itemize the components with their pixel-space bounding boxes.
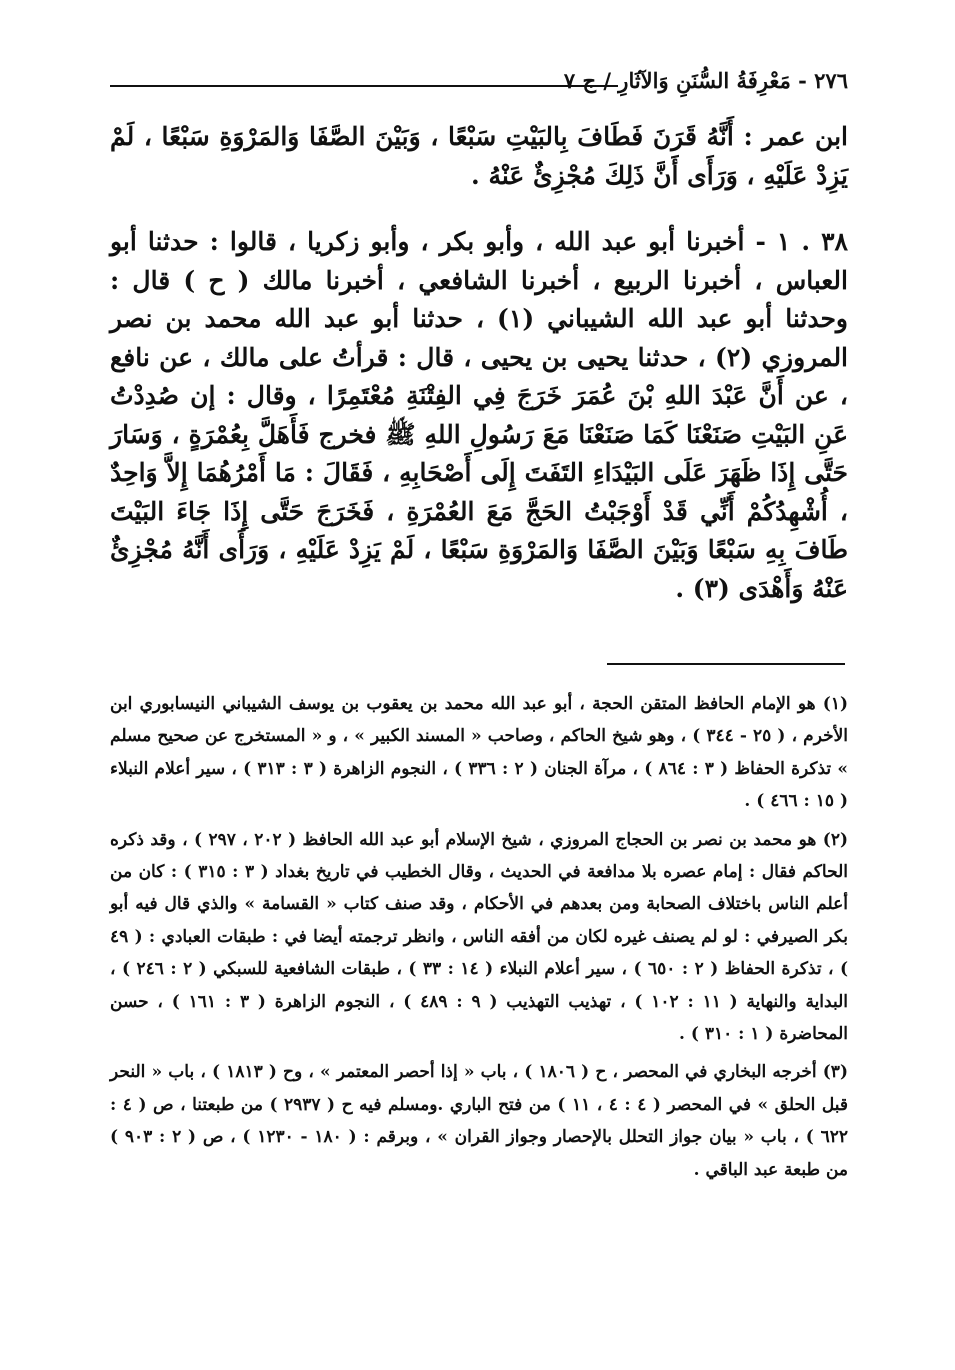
main-text — [110, 118, 848, 608]
continuation-paragraph: ابن عمر : أَنَّهُ قَرَنَ فَطَافَ بِالبَيْتِ سَبْعًا ، وَبَيْنَ الصَّفَا وَالمَرْوَةِ سَبْعًا ، لَمْ يَزِدْ عَلَيْهِ ، وَرَأَى أَنَّ ذَلِكَ مُجْزِئٌ عَنْهُ . — [110, 122, 848, 190]
footnote-3: (٣) أخرجه البخاري في المحصر ، ح ( ١٨٠٦ ) ، باب « إذا أحصر المعتمر » ، وح ( ١٨١٣ ) ، باب « النحر قبل الحلق » في المحصر ( ٤ : ٤ ، ١١ ) من فتح الباري .ومسلم فيه ح ( ٢٩٣٧ ) من طبعتنا ، ص ( ٤ : ٦٢٢ ) ، باب « بيان جواز التحلل بالإحصار وجواز القران » ، وبرقم : ( ١٨٠ - ١٢٣٠ ) ، ص ( ٢ : ٩٠٣ ) من طبعة عبد الباقي . — [110, 1062, 849, 1180]
running-head — [110, 62, 848, 102]
footnotes — [110, 688, 848, 1192]
footnote-1: (١) هو الإمام الحافظ المتقن الحجة ، أبو عبد الله محمد بن يعقوب بن يوسف الشيباني النيسابوري ابن الأخرم ، ( ٢٥ - ٣٤٤ ) ، وهو شيخ الحاكم ، وصاحب « المسند الكبير » ، و « المستخرج عن صحيح مسلم » تذكرة الحفاظ ( ٣ : ٨٦٤ ) ، مرآة الجنان ( ٢ : ٣٣٦ ) ، النجوم الزاهرة ( ٣ : ٣١٣ ) ، سير أعلام النبلاء ( ١٥ : ٤٦٦ ) . — [110, 694, 848, 812]
footnote-separator — [607, 663, 845, 665]
header-rule — [110, 85, 618, 87]
hadith-paragraph: ٣٨ . ١ - أخبرنا أبو عبد الله ، وأبو بكر ، وأبو زكريا ، قالوا : حدثنا أبو العباس ، أخبرنا الربيع ، أخبرنا الشافعي ، أخبرنا مالك ( ح ) قال : وحدثنا أبو عبد الله الشيباني (١) ، حدثنا أبو عبد الله محمد بن نصر المروزي (٢) ، حدثنا يحيى بن يحيى ، قال : قرأتُ على مالك ، عن نافع ، عن أَنَّ عَبْدَ اللهِ بْنَ عُمَرَ خَرَجَ فِي الفِتْنَةِ مُعْتَمِرًا ، وقال : إن صُدِدْتُ عَنِ البَيْتِ صَنَعْنَا كَمَا صَنَعْنَا مَعَ رَسُولِ اللهِ ﷺ فخرج فَأَهَلَّ بِعُمْرَةٍ ، وَسَارَ حَتَّى إِذَا ظَهَرَ عَلَى البَيْدَاءِ التَفَتَ إِلَى أَصْحَابِهِ ، فَقَالَ : مَا أَمْرُهُمَا إِلاَّ وَاحِدٌ ، أُشْهِدُكُمْ أَنِّي قَدْ أَوْجَبْتُ الحَجَّ مَعَ العُمْرَةِ ، فَخَرَجَ حَتَّى إِذَا جَاءَ البَيْتَ طَافَ بِهِ سَبْعًا وَبَيْنَ الصَّفَا وَالمَرْوَةِ سَبْعًا ، لَمْ يَزِدْ عَلَيْهِ ، وَرَأَى أَنَّهُ مُجْزِئٌ عَنْهُ وَأَهْدَى (٣) . — [110, 227, 849, 603]
footnote-2: (٢) هو محمد بن نصر بن الحجاج المروزي ، شيخ الإسلام أبو عبد الله الحافظ ( ٢٠٢ ، ٢٩٧ ) ، وقد ذكره الحاكم فقال : إمام عصره بلا مدافعة في الحديث ، وقال الخطيب في تاريخ بغداد ( ٣ : ٣١٥ ) : كان من أعلم الناس باختلاف الصحابة ومن بعدهم في الأحكام ، وقد صنف كتاب « القسامة » والذي قال فيه أبو بكر الصيرفي : لو لم يصنف غيره لكان من أفقه الناس ، وانظر ترجمته أيضا في : طبقات العبادي : ( ٤٩ ) ، تذكرة الحفاظ ( ٢ : ٦٥٠ ) ، سير أعلام النبلاء ( ١٤ : ٣٣ ) ، طبقات الشافعية للسبكي ( ٢ : ٢٤٦ ) ، البداية والنهاية ( ١١ : ١٠٢ ) ، تهذيب التهذيب ( ٩ : ٤٨٩ ) ، النجوم الزاهرة ( ٣ : ١٦١ ) ، حسن المحاضرة ( ١ : ٣١٠ ) . — [110, 829, 849, 1045]
running-head-text: ٢٧٦ - مَعْرِفَةُ السُّنَنِ وَالآثَارِ / ج ٧ — [563, 68, 848, 93]
